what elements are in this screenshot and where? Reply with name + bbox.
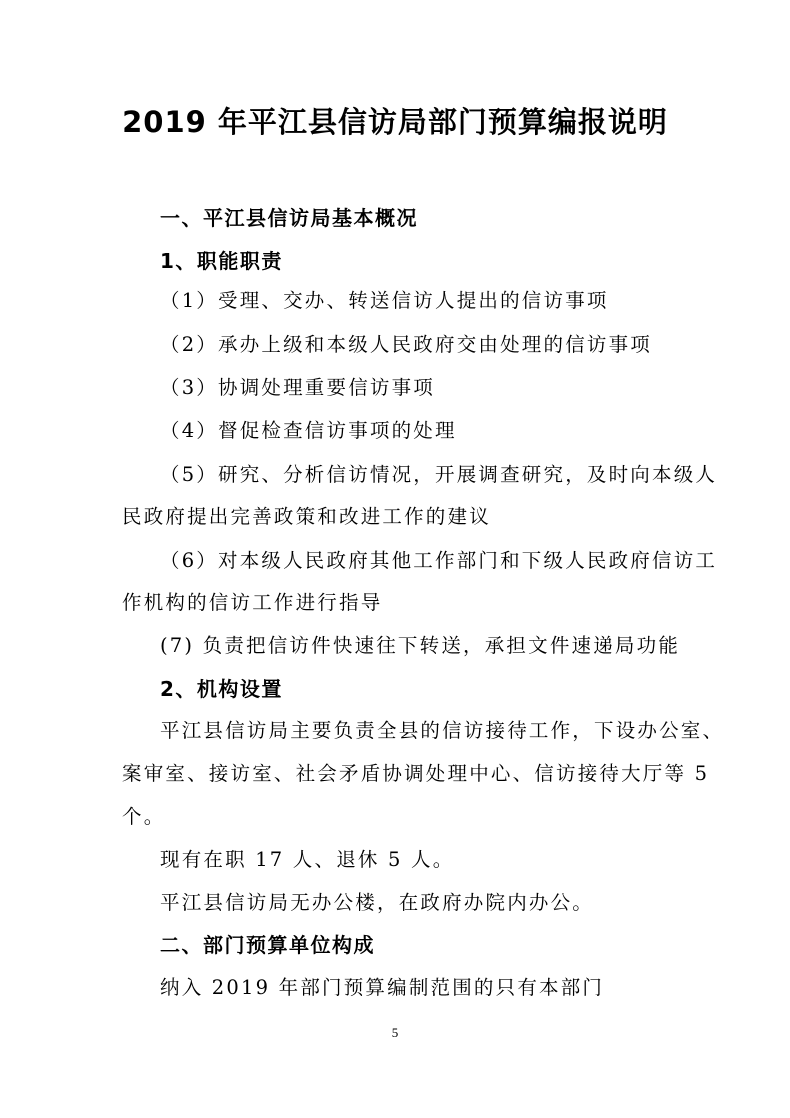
page-number: 5 — [391, 1025, 399, 1040]
duty-item-2: （2）承办上级和本级人民政府交由处理的信访事项 — [160, 333, 653, 356]
duty-item-7: (7) 负责把信访件快速往下转送，承担文件速递局功能 — [160, 634, 681, 657]
duty-item-6-line-1: （6）对本级人民政府其他工作部门和下级人民政府信访工 — [160, 549, 718, 572]
duty-item-6-line-2: 作机构的信访工作进行指导 — [122, 591, 383, 614]
subsection-2-heading: 2、机构设置 — [160, 677, 283, 701]
staff-count-text: 现有在职 17 人、退休 5 人。 — [160, 848, 455, 871]
section-2-heading: 二、部门预算单位构成 — [160, 933, 375, 957]
page-title: 2019 年平江县信访局部门预算编报说明 — [122, 105, 668, 139]
office-location-text: 平江县信访局无办公楼，在政府办院内办公。 — [160, 891, 595, 914]
budget-scope-text: 纳入 2019 年部门预算编制范围的只有本部门 — [160, 976, 605, 999]
duty-item-3: （3）协调处理重要信访事项 — [160, 376, 436, 399]
org-paragraph-line-1: 平江县信访局主要负责全县的信访接待工作，下设办公室、 — [160, 719, 725, 742]
subsection-1-heading: 1、职能职责 — [160, 249, 283, 273]
duty-item-5-line-2: 民政府提出完善政策和改进工作的建议 — [122, 505, 491, 528]
section-1-heading: 一、平江县信访局基本概况 — [160, 206, 418, 230]
org-paragraph-line-3: 个。 — [122, 805, 166, 828]
duty-item-1: （1）受理、交办、转送信访人提出的信访事项 — [160, 289, 609, 312]
duty-item-5-line-1: （5）研究、分析信访情况，开展调查研究，及时向本级人 — [160, 463, 718, 486]
org-paragraph-line-2: 案审室、接访室、社会矛盾协调处理中心、信访接待大厅等 5 — [122, 762, 710, 785]
duty-item-4: （4）督促检查信访事项的处理 — [160, 419, 457, 442]
